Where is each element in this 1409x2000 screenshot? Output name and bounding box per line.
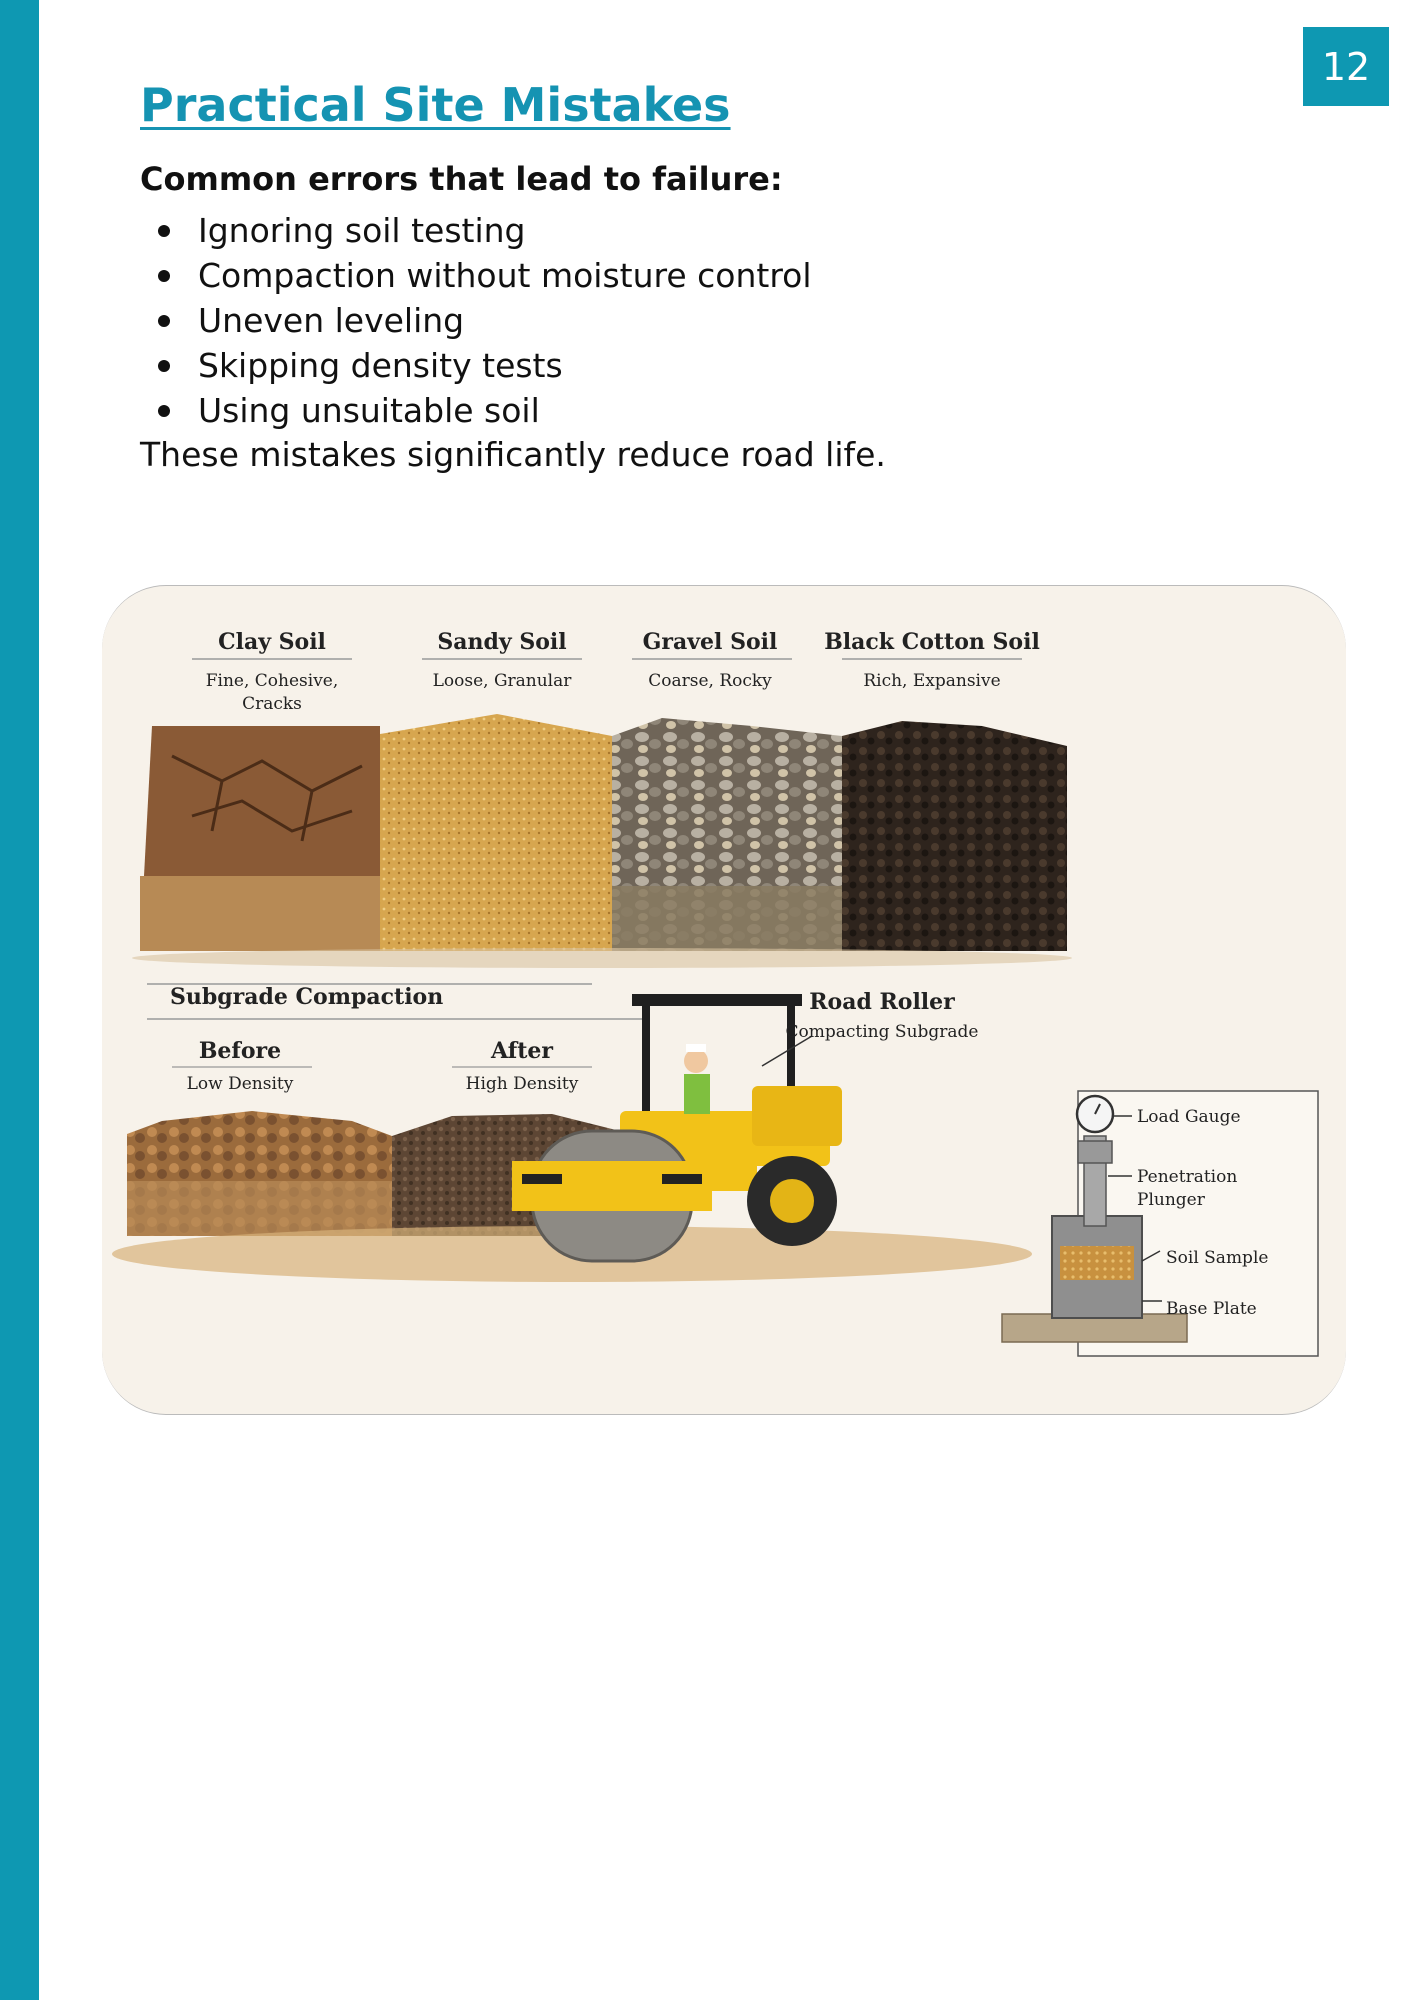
plunger-label: Penetration: [1137, 1167, 1238, 1187]
compaction-title: Subgrade Compaction: [170, 984, 444, 1010]
list-item: [140, 388, 812, 433]
list-item: [140, 208, 812, 253]
list-item-text: Compaction without moisture control: [198, 256, 812, 295]
sandy-soil-label: Sandy Soil: [437, 629, 567, 655]
before-desc: Low Density: [186, 1074, 294, 1094]
clay-soil-block: [140, 726, 380, 951]
load-gauge-label: Load Gauge: [1137, 1107, 1241, 1127]
soil-illustration: [102, 585, 1346, 1415]
before-soil-strip: [127, 1111, 392, 1236]
list-item-text: Skipping density tests: [198, 346, 563, 385]
page-number: 12: [1303, 27, 1389, 106]
plunger-label-2: Plunger: [1137, 1190, 1205, 1210]
before-label: Before: [198, 1038, 282, 1064]
list-item: [140, 343, 812, 388]
bullet-icon: [158, 225, 170, 237]
bullet-icon: [158, 405, 170, 417]
gravel-soil-label: Gravel Soil: [642, 629, 778, 655]
list-item-text: Ignoring soil testing: [198, 211, 526, 250]
list-item-text: Uneven leveling: [198, 301, 465, 340]
page-title: Practical Site Mistakes: [140, 78, 731, 132]
cbr-test-apparatus: [1002, 1091, 1318, 1356]
soil-illustration-svg: [102, 586, 1346, 1414]
bullet-icon: [158, 315, 170, 327]
gravel-soil-block: [612, 718, 842, 951]
list-item-text: Using unsuitable soil: [198, 391, 540, 430]
list-item: [140, 298, 812, 343]
lead-text: Common errors that lead to failure:: [140, 160, 783, 198]
after-label: After: [491, 1038, 553, 1064]
bullet-icon: [158, 360, 170, 372]
after-desc: High Density: [465, 1074, 579, 1094]
black-cotton-soil-label: Black Cotton Soil: [824, 629, 1040, 655]
error-list: [140, 208, 812, 433]
road-roller-desc: Compacting Subgrade: [785, 1022, 979, 1042]
clay-soil-desc: Fine, Cohesive,: [205, 671, 339, 691]
accent-side-bar: [0, 0, 39, 2000]
list-item: [140, 253, 812, 298]
road-roller-label: Road Roller: [809, 989, 955, 1015]
base-plate-label: Base Plate: [1166, 1299, 1257, 1319]
soil-sample-label: Soil Sample: [1166, 1248, 1269, 1268]
sandy-soil-block: [380, 714, 612, 951]
clay-soil-desc-2: Cracks: [242, 694, 302, 714]
clay-soil-label: Clay Soil: [218, 629, 326, 655]
closing-text: These mistakes significantly reduce road life.: [140, 435, 886, 474]
sandy-soil-desc: Loose, Granular: [432, 671, 572, 691]
black-cotton-soil-block: [842, 721, 1067, 951]
black-cotton-soil-desc: Rich, Expansive: [863, 671, 1001, 691]
bullet-icon: [158, 270, 170, 282]
gravel-soil-desc: Coarse, Rocky: [648, 671, 772, 691]
